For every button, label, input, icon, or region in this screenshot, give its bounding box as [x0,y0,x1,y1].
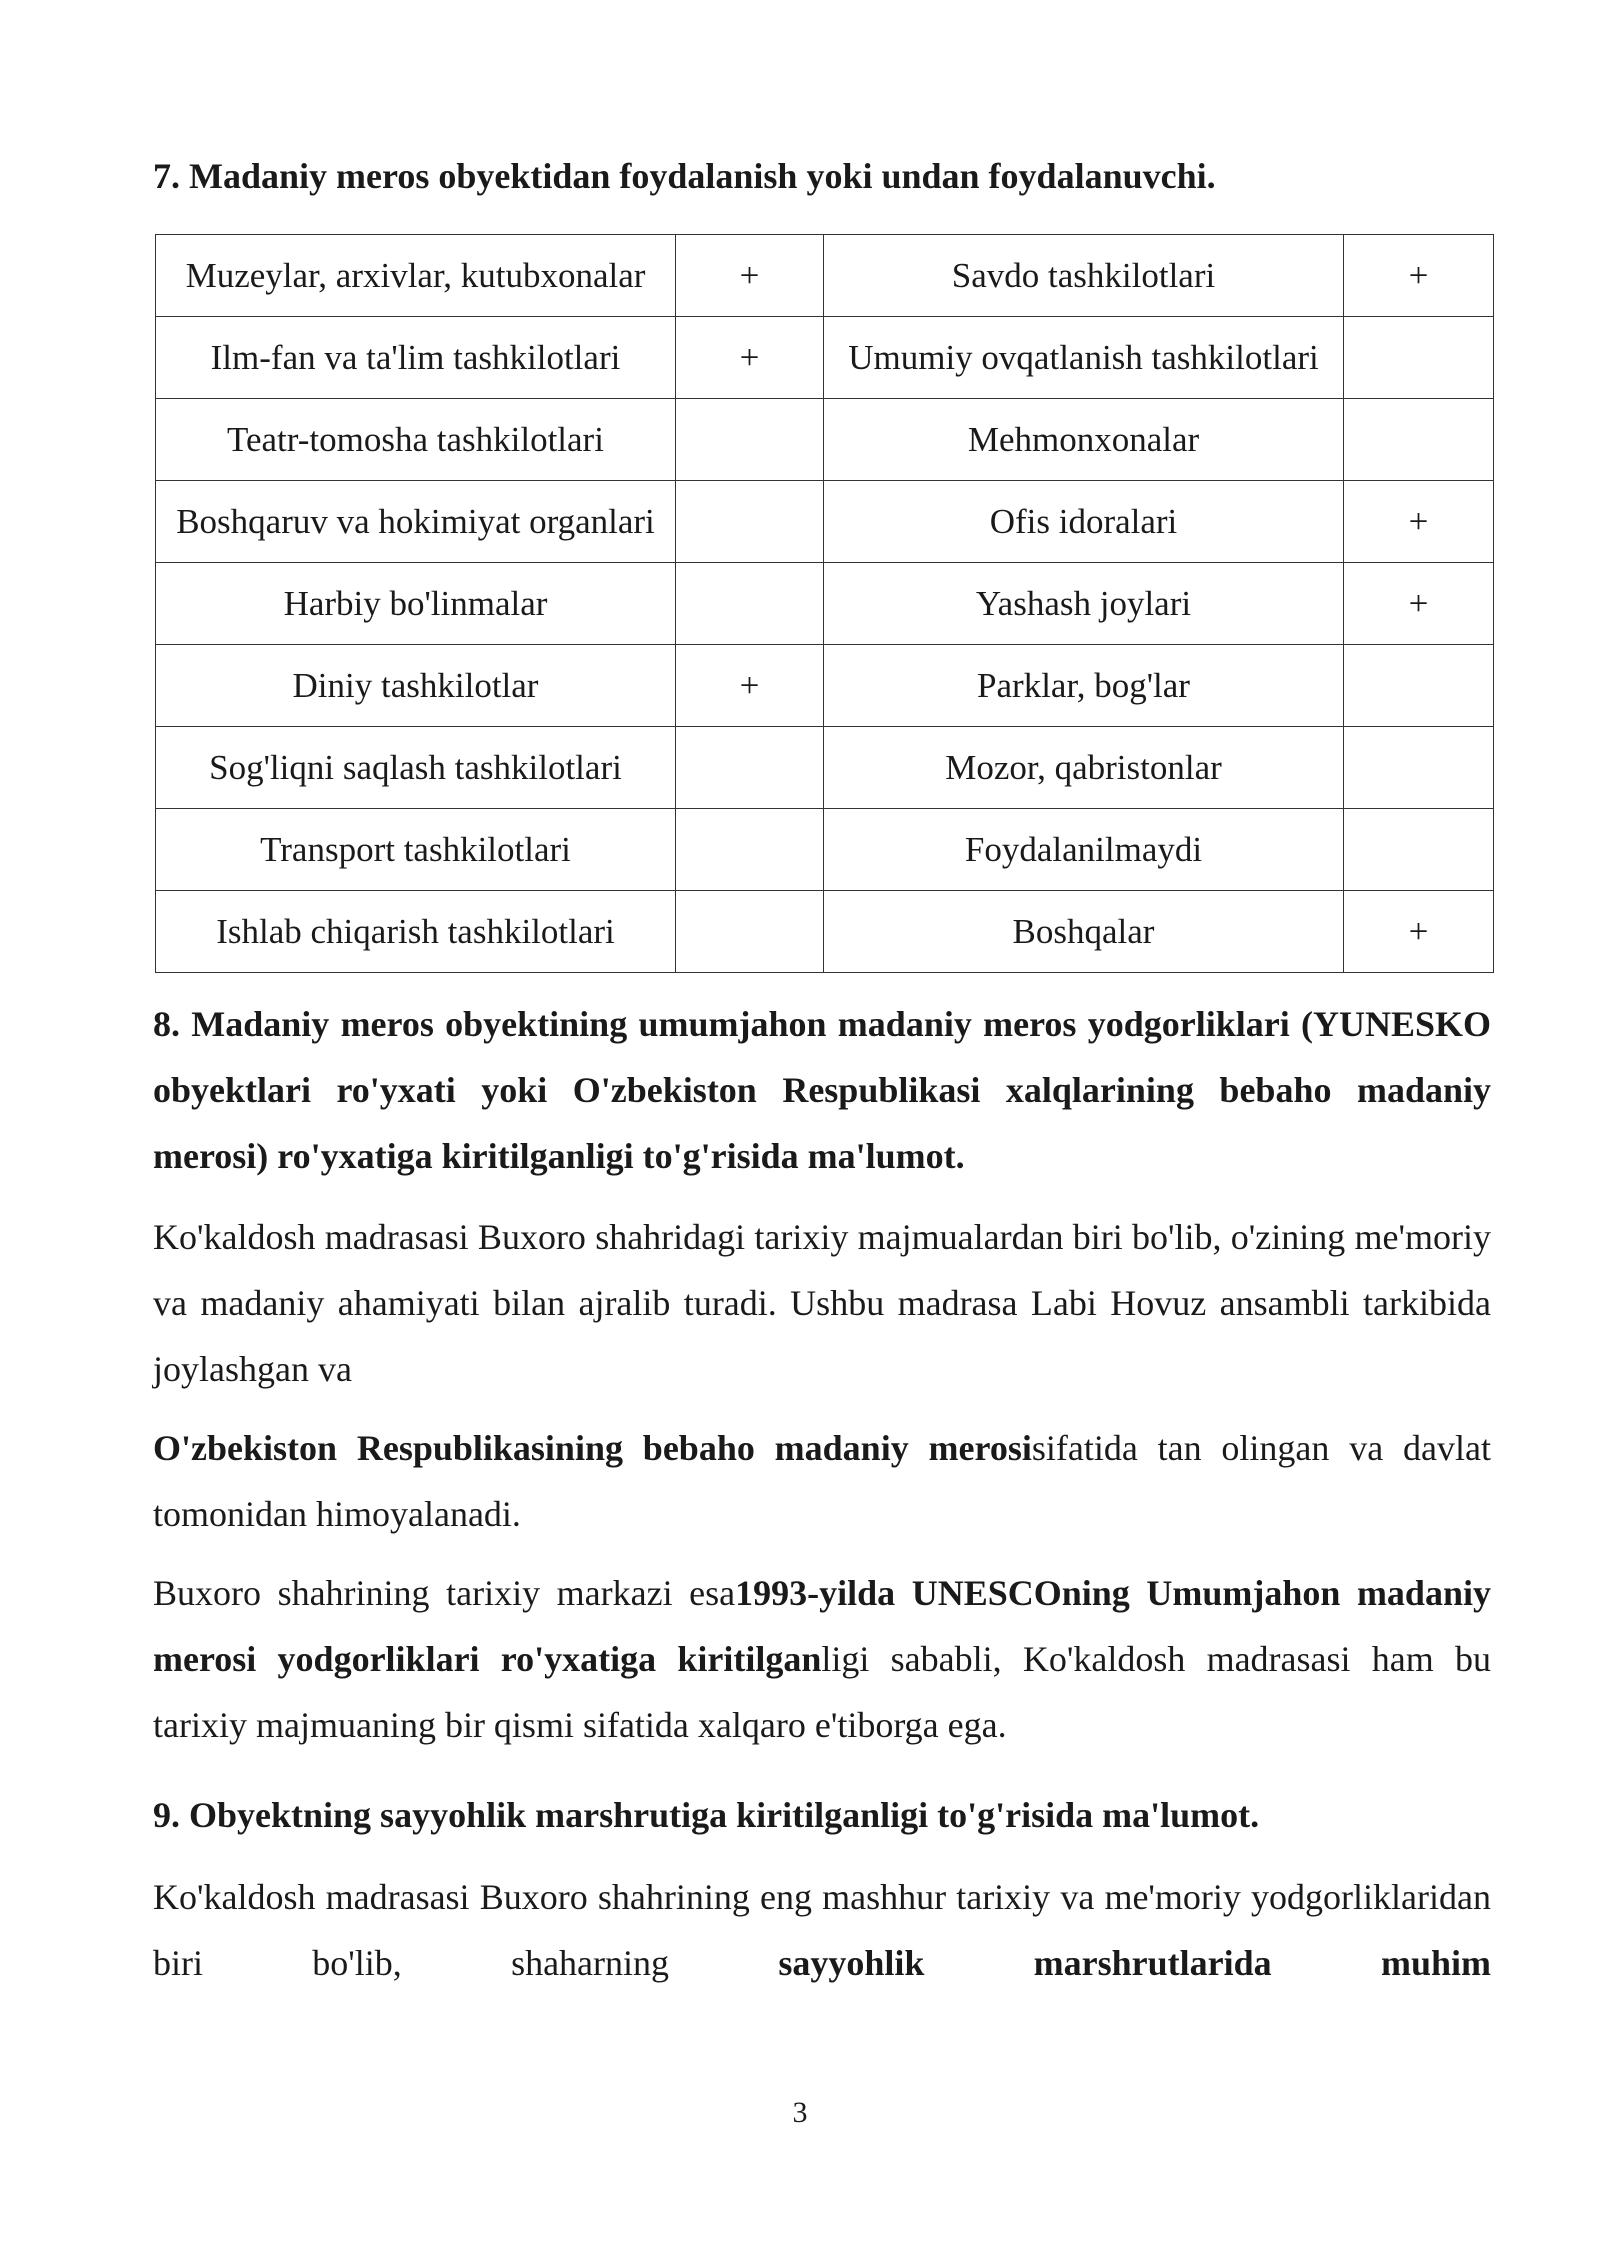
table-cell-right-mark [1344,727,1494,809]
table-cell-left-mark: + [676,317,824,399]
table-cell-left-label: Muzeylar, arxivlar, kutubxonalar [156,235,676,317]
table-cell-right-mark: + [1344,481,1494,563]
table-cell-right-label: Parklar, bog'lar [824,645,1344,727]
table-cell-left-label: Harbiy bo'linmalar [156,563,676,645]
table-cell-left-mark [676,481,824,563]
section-9-heading: 9. Obyektning sayyohlik marshrutiga kiritilganligi to'g'risida ma'lumot. [153,1795,1260,1835]
table-cell-left-label: Ilm-fan va ta'lim tashkilotlari [156,317,676,399]
usage-table [155,234,1494,973]
table-cell-right-mark: + [1344,235,1494,317]
unesco-rest: ligi sababli, Ko'kaldosh madrasasi ham bu tarixiy majmuaning bir qismi sifatida xalqaro e'tiborga ega. [153,1639,1491,1745]
table-cell-right-label: Savdo tashkilotlari [824,235,1344,317]
section-8-heading: 8. Madaniy meros obyektining umumjahon madaniy meros yodgorliklari (YUNESKO obyektlari ro'yxati yoki O'zbekiston Respublikasi xalqlarining bebaho madaniy merosi) ro'yxatiga kiritilganligi to'g'risida ma'lumot. [153,1004,1491,1176]
paragraph-heritage-status [153,1415,1491,1547]
table-row [156,481,1494,563]
table-cell-left-label: Ishlab chiqarish tashkilotlari [156,891,676,973]
table-cell-right-mark [1344,645,1494,727]
table-cell-left-mark [676,563,824,645]
table-cell-left-label: Teatr-tomosha tashkilotlari [156,399,676,481]
table-row [156,235,1494,317]
table-row [156,645,1494,727]
table-row [156,891,1494,973]
unesco-start: Buxoro shahrining tarixiy markazi esa [153,1573,736,1613]
heritage-status-bold: O'zbekiston Respublikasining bebaho madaniy merosi [153,1428,1032,1468]
table-cell-left-label: Sog'liqni saqlash tashkilotlari [156,727,676,809]
paragraph-tourism [153,1864,1491,1996]
table-row [156,727,1494,809]
table-cell-right-mark [1344,317,1494,399]
unesco-bold: 1993-yilda UNESCOning Umumjahon madaniy merosi yodgorliklari ro'yxatiga kiritilgan [153,1573,1491,1679]
table-row [156,563,1494,645]
table-cell-right-mark [1344,399,1494,481]
table-cell-left-mark [676,891,824,973]
table-cell-right-label: Umumiy ovqatlanish tashkilotlari [824,317,1344,399]
table-cell-left-mark [676,809,824,891]
table-cell-right-label: Yashash joylari [824,563,1344,645]
table-cell-right-label: Mozor, qabristonlar [824,727,1344,809]
section-7-heading: 7. Madaniy meros obyektidan foydalanish yoki undan foydalanuvchi. [153,156,1216,196]
table-cell-right-mark: + [1344,891,1494,973]
table-cell-left-mark: + [676,645,824,727]
table-cell-left-label: Boshqaruv va hokimiyat organlari [156,481,676,563]
table-cell-left-mark: + [676,235,824,317]
table-cell-right-label: Ofis idoralari [824,481,1344,563]
table-cell-right-mark [1344,809,1494,891]
usage-table-body [156,235,1494,973]
table-cell-right-label: Boshqalar [824,891,1344,973]
table-row [156,399,1494,481]
heritage-status-rest: sifatida tan olingan va davlat tomonidan himoyalanadi. [153,1428,1491,1534]
tourism-bold: sayyohlik marshrutlarida muhim [778,1943,1491,1983]
tourism-start: Ko'kaldosh madrasasi Buxoro shahrining eng mashhur tarixiy va me'moriy yodgorliklaridan biri bo'lib, shaharning [153,1877,1491,1983]
table-cell-right-label: Foydalanilmaydi [824,809,1344,891]
table-row [156,317,1494,399]
table-cell-left-mark [676,399,824,481]
table-cell-left-label: Transport tashkilotlari [156,809,676,891]
paragraph-unesco [153,1560,1491,1758]
table-cell-left-mark [676,727,824,809]
table-row [156,809,1494,891]
table-cell-right-label: Mehmonxonalar [824,399,1344,481]
page-number: 3 [792,2096,808,2129]
table-cell-right-mark: + [1344,563,1494,645]
paragraph-madrasa-intro: Ko'kaldosh madrasasi Buxoro shahridagi tarixiy majmualardan biri bo'lib, o'zining me'moriy va madaniy ahamiyati bilan ajralib turadi. Ushbu madrasa Labi Hovuz ansambli tarkibida joylashgan va [153,1217,1491,1389]
table-cell-left-label: Diniy tashkilotlar [156,645,676,727]
